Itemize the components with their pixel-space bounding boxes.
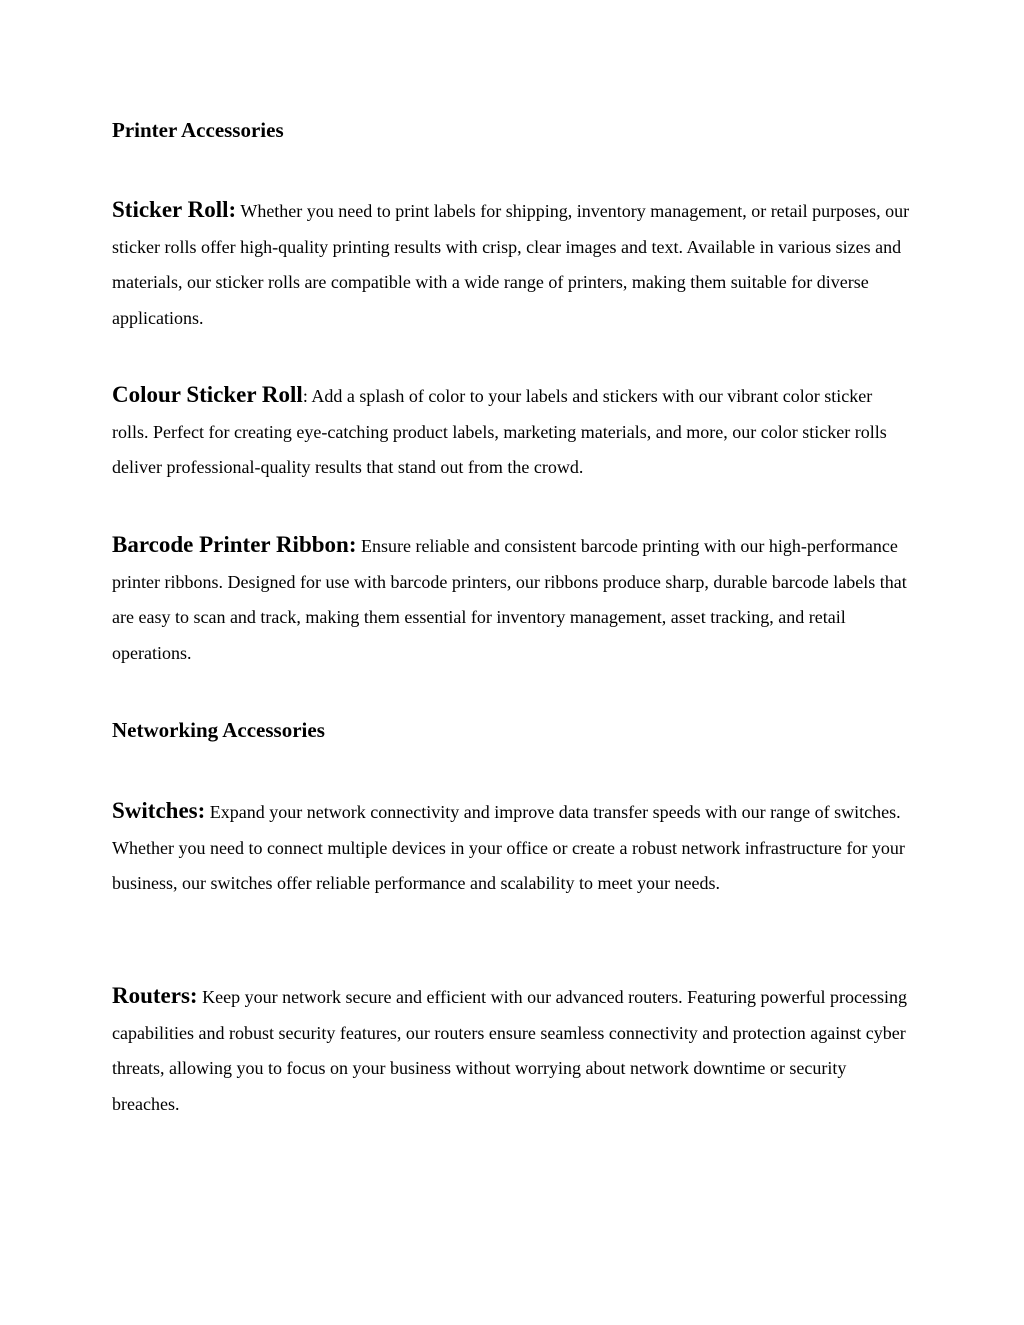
section-heading-printer-accessories: Printer Accessories xyxy=(112,118,284,142)
paragraph-routers xyxy=(112,978,912,1122)
description-switches: Expand your network connectivity and improve data transfer speeds with our range of switches. Whether you need to connect multiple devices in your office or create a robust network infrastructure for your business, our switches offer reliable performance and scalability to meet your needs. xyxy=(112,802,905,893)
term-barcode-printer-ribbon: Barcode Printer Ribbon: xyxy=(112,532,357,557)
term-sticker-roll: Sticker Roll: xyxy=(112,197,237,222)
description-routers: Keep your network secure and efficient with our advanced routers. Featuring powerful processing capabilities and robust security features, our routers ensure seamless connectivity and protection against cyber threats, allowing you to focus on your business without worrying about network downtime or security breaches. xyxy=(112,987,908,1114)
section-heading-networking-accessories: Networking Accessories xyxy=(112,718,325,742)
paragraph-barcode-printer-ribbon xyxy=(112,527,912,671)
paragraph-switches xyxy=(112,793,912,902)
term-switches: Switches: xyxy=(112,798,206,823)
description-sticker-roll: Whether you need to print labels for shipping, inventory management, or retail purposes, our sticker rolls offer high-quality printing results with crisp, clear images and text. Available in various sizes and materials, our sticker rolls are compatible with a wide range of printers, making them suitable for diverse applications. xyxy=(112,201,910,328)
description-barcode-printer-ribbon: Ensure reliable and consistent barcode printing with our high-performance printer ribbons. Designed for use with barcode printers, our ribbons produce sharp, durable barcode labels that are easy to scan and track, making them essential for inventory management, asset tracking, and retail operations. xyxy=(112,536,907,663)
term-routers: Routers: xyxy=(112,983,198,1008)
description-colour-sticker-roll: : Add a splash of color to your labels and stickers with our vibrant color sticker rolls. Perfect for creating eye-catching product labels, marketing materials, and more, our color sticker rolls deliver professional-quality results that stand out from the crowd. xyxy=(112,386,887,477)
paragraph-colour-sticker-roll xyxy=(112,377,912,486)
paragraph-sticker-roll xyxy=(112,192,912,336)
term-colour-sticker-roll: Colour Sticker Roll xyxy=(112,382,303,407)
